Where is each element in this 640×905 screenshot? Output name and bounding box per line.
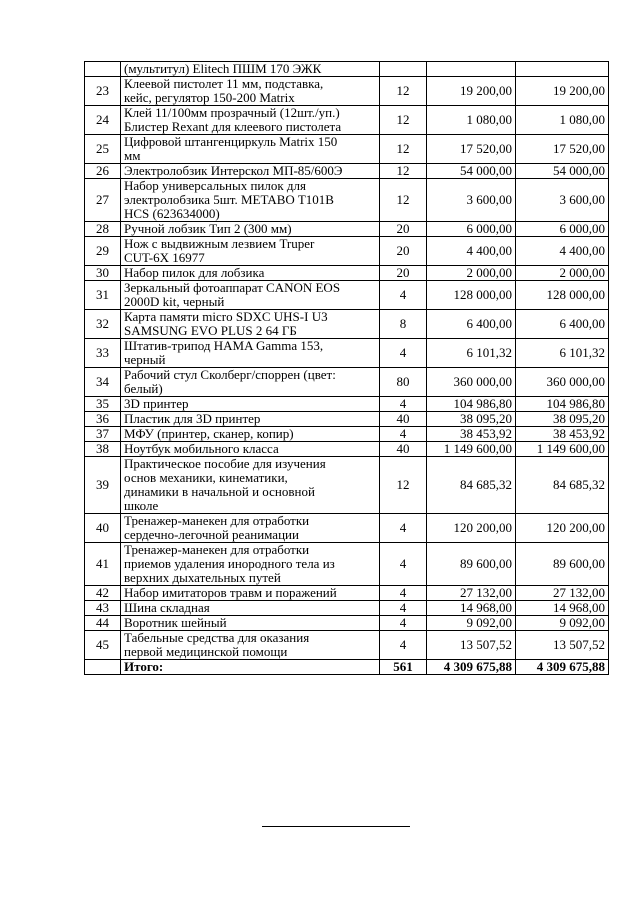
item-price	[427, 62, 516, 77]
total-row	[85, 660, 609, 675]
table-row	[85, 164, 609, 179]
item-quantity: 20	[380, 222, 427, 237]
row-number: 41	[85, 543, 121, 586]
item-quantity: 4	[380, 281, 427, 310]
row-number: 36	[85, 412, 121, 427]
item-name: Воротник шейный	[121, 616, 380, 631]
item-price: 9 092,00	[427, 616, 516, 631]
item-name: Набор имитаторов травм и поражений	[121, 586, 380, 601]
item-sum: 19 200,00	[516, 77, 609, 106]
item-price: 3 600,00	[427, 179, 516, 222]
item-name: Нож с выдвижным лезвием Truper CUT-6X 16977	[121, 237, 380, 266]
row-number: 30	[85, 266, 121, 281]
item-quantity: 4	[380, 586, 427, 601]
item-quantity: 4	[380, 601, 427, 616]
item-name: Тренажер-манекен для отработки сердечно-легочной реанимации	[121, 514, 380, 543]
table-row	[85, 616, 609, 631]
row-number: 33	[85, 339, 121, 368]
item-price: 84 685,32	[427, 457, 516, 514]
table-row	[85, 135, 609, 164]
total-qty: 561	[380, 660, 427, 675]
item-sum: 128 000,00	[516, 281, 609, 310]
item-quantity: 4	[380, 514, 427, 543]
item-name: Пластик для 3D принтер	[121, 412, 380, 427]
row-number: 25	[85, 135, 121, 164]
item-quantity: 4	[380, 631, 427, 660]
item-price: 14 968,00	[427, 601, 516, 616]
item-quantity: 4	[380, 339, 427, 368]
table-row	[85, 631, 609, 660]
table-row	[85, 222, 609, 237]
item-price: 38 095,20	[427, 412, 516, 427]
table-row	[85, 368, 609, 397]
table-row	[85, 310, 609, 339]
row-number: 29	[85, 237, 121, 266]
item-sum: 4 400,00	[516, 237, 609, 266]
item-name: Ноутбук мобильного класса	[121, 442, 380, 457]
item-price: 19 200,00	[427, 77, 516, 106]
item-quantity: 12	[380, 457, 427, 514]
total-label: Итого:	[121, 660, 380, 675]
item-price: 54 000,00	[427, 164, 516, 179]
item-name: Табельные средства для оказания первой медицинской помощи	[121, 631, 380, 660]
item-price: 120 200,00	[427, 514, 516, 543]
table-row	[85, 601, 609, 616]
row-number: 27	[85, 179, 121, 222]
item-name: МФУ (принтер, сканер, копир)	[121, 427, 380, 442]
row-number: 45	[85, 631, 121, 660]
item-name: Цифровой штангенциркуль Matrix 150 мм	[121, 135, 380, 164]
item-quantity: 4	[380, 427, 427, 442]
item-quantity	[380, 62, 427, 77]
item-price: 17 520,00	[427, 135, 516, 164]
item-quantity: 12	[380, 179, 427, 222]
item-name: Тренажер-манекен для отработки приемов удаления инородного тела из верхних дыхательных путей	[121, 543, 380, 586]
table-row	[85, 339, 609, 368]
item-sum: 1 080,00	[516, 106, 609, 135]
item-quantity: 4	[380, 616, 427, 631]
item-price: 104 986,80	[427, 397, 516, 412]
item-sum: 360 000,00	[516, 368, 609, 397]
item-sum: 89 600,00	[516, 543, 609, 586]
row-number: 42	[85, 586, 121, 601]
row-number: 35	[85, 397, 121, 412]
table-row	[85, 179, 609, 222]
row-number: 39	[85, 457, 121, 514]
row-number: 37	[85, 427, 121, 442]
table-row	[85, 514, 609, 543]
item-price: 13 507,52	[427, 631, 516, 660]
table-row	[85, 106, 609, 135]
row-number	[85, 62, 121, 77]
item-sum: 1 149 600,00	[516, 442, 609, 457]
item-sum: 13 507,52	[516, 631, 609, 660]
table-row	[85, 586, 609, 601]
items-table-body	[85, 62, 609, 660]
item-sum: 6 400,00	[516, 310, 609, 339]
row-number: 32	[85, 310, 121, 339]
item-quantity: 20	[380, 266, 427, 281]
item-sum: 27 132,00	[516, 586, 609, 601]
item-quantity: 8	[380, 310, 427, 339]
total-price: 4 309 675,88	[427, 660, 516, 675]
item-sum: 38 095,20	[516, 412, 609, 427]
item-quantity: 40	[380, 412, 427, 427]
item-quantity: 80	[380, 368, 427, 397]
items-table	[84, 61, 609, 675]
item-price: 1 149 600,00	[427, 442, 516, 457]
table-row	[85, 281, 609, 310]
table-row	[85, 412, 609, 427]
item-sum: 54 000,00	[516, 164, 609, 179]
item-price: 4 400,00	[427, 237, 516, 266]
item-quantity: 12	[380, 135, 427, 164]
item-sum: 38 453,92	[516, 427, 609, 442]
item-name: Электролобзик Интерскол МП-85/600Э	[121, 164, 380, 179]
item-sum: 120 200,00	[516, 514, 609, 543]
item-sum: 14 968,00	[516, 601, 609, 616]
total-num-cell	[85, 660, 121, 675]
item-quantity: 4	[380, 397, 427, 412]
row-number: 26	[85, 164, 121, 179]
total-sum: 4 309 675,88	[516, 660, 609, 675]
row-number: 44	[85, 616, 121, 631]
item-name: Практическое пособие для изучения основ механики, кинематики, динамики в начальной и основной школе	[121, 457, 380, 514]
row-number: 34	[85, 368, 121, 397]
item-name: Ручной лобзик Тип 2 (300 мм)	[121, 222, 380, 237]
item-name: Карта памяти micro SDXC UHS-I U3 SAMSUNG EVO PLUS 2 64 ГБ	[121, 310, 380, 339]
table-row	[85, 543, 609, 586]
item-quantity: 12	[380, 164, 427, 179]
item-quantity: 40	[380, 442, 427, 457]
item-price: 2 000,00	[427, 266, 516, 281]
item-name: Клей 11/100мм прозрачный (12шт./уп.) Блистер Rexant для клеевого пистолета	[121, 106, 380, 135]
table-row	[85, 237, 609, 266]
item-quantity: 4	[380, 543, 427, 586]
item-sum: 17 520,00	[516, 135, 609, 164]
row-number: 28	[85, 222, 121, 237]
footnote-separator	[262, 826, 410, 827]
row-number: 40	[85, 514, 121, 543]
row-number: 43	[85, 601, 121, 616]
item-quantity: 20	[380, 237, 427, 266]
row-number: 31	[85, 281, 121, 310]
item-price: 89 600,00	[427, 543, 516, 586]
item-price: 27 132,00	[427, 586, 516, 601]
table-row	[85, 457, 609, 514]
item-sum: 104 986,80	[516, 397, 609, 412]
item-name: Зеркальный фотоаппарат CANON EOS 2000D kit, черный	[121, 281, 380, 310]
item-name: Набор универсальных пилок для электролобзика 5шт. METABO T101B HCS (623634000)	[121, 179, 380, 222]
item-name: Шина складная	[121, 601, 380, 616]
item-name: Штатив-трипод HAMA Gamma 153, черный	[121, 339, 380, 368]
table-row	[85, 62, 609, 77]
item-sum: 6 000,00	[516, 222, 609, 237]
item-name: Клеевой пистолет 11 мм, подставка, кейс, регулятор 150-200 Matrix	[121, 77, 380, 106]
item-name: Набор пилок для лобзика	[121, 266, 380, 281]
item-quantity: 12	[380, 77, 427, 106]
row-number: 24	[85, 106, 121, 135]
item-sum: 9 092,00	[516, 616, 609, 631]
row-number: 38	[85, 442, 121, 457]
item-sum: 3 600,00	[516, 179, 609, 222]
item-sum: 2 000,00	[516, 266, 609, 281]
item-price: 6 000,00	[427, 222, 516, 237]
item-price: 6 400,00	[427, 310, 516, 339]
item-sum: 84 685,32	[516, 457, 609, 514]
item-price: 38 453,92	[427, 427, 516, 442]
item-price: 6 101,32	[427, 339, 516, 368]
table-row	[85, 397, 609, 412]
table-row	[85, 266, 609, 281]
table-row	[85, 442, 609, 457]
item-name: 3D принтер	[121, 397, 380, 412]
item-name: Рабочий стул Сколберг/спорpен (цвет: белый)	[121, 368, 380, 397]
item-sum: 6 101,32	[516, 339, 609, 368]
table-row	[85, 427, 609, 442]
item-price: 128 000,00	[427, 281, 516, 310]
item-quantity: 12	[380, 106, 427, 135]
item-price: 360 000,00	[427, 368, 516, 397]
row-number: 23	[85, 77, 121, 106]
item-name: (мультитул) Elitech ПШМ 170 ЭЖК	[121, 62, 380, 77]
item-sum	[516, 62, 609, 77]
item-price: 1 080,00	[427, 106, 516, 135]
table-row	[85, 77, 609, 106]
